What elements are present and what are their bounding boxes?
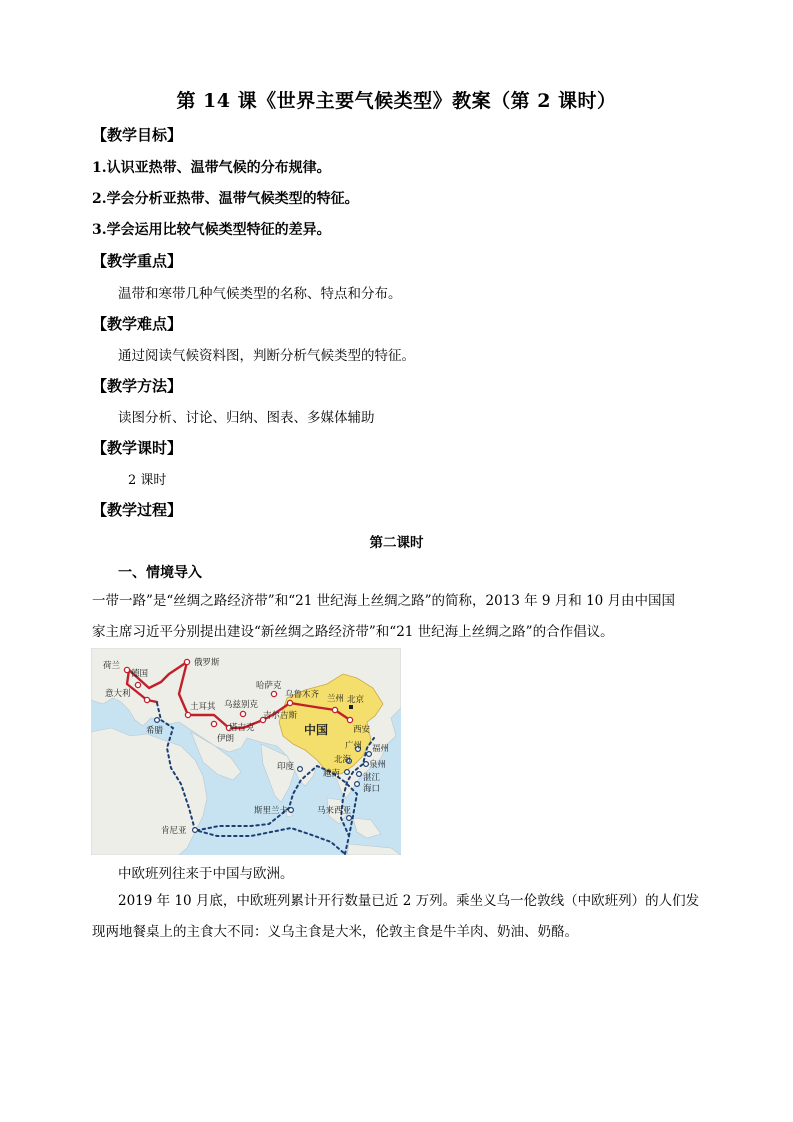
label-china: 中国 — [304, 723, 329, 737]
label-greece: 希腊 — [146, 726, 164, 736]
difficulty-text: 通过阅读气候资料图，判断分析气候类型的特征。 — [118, 348, 415, 364]
marker-turkey — [185, 712, 190, 717]
marker-lanzhou — [332, 707, 337, 712]
marker-haikou — [355, 782, 360, 787]
label-iran: 伊朗 — [217, 734, 235, 744]
marker-quanzhou — [364, 762, 369, 767]
label-netherlands: 荷兰 — [103, 661, 121, 671]
marker-uzbekistan — [240, 711, 245, 716]
lesson-title: 第二课时 — [369, 535, 424, 551]
goal-item-3: 3.学会运用比较气候类型特征的差异。 — [92, 222, 331, 238]
label-beihai: 北海 — [334, 755, 352, 765]
label-tajikistan: 塔吉克 — [229, 723, 255, 733]
goal-item-1: 1.认识亚热带、温带气候的分布规律。 — [92, 160, 331, 176]
hours-heading: 【教学课时】 — [92, 439, 183, 457]
intro-paragraph — [92, 586, 712, 648]
label-germany: 德国 — [131, 669, 149, 679]
label-malaysia: 马来西亚 — [317, 806, 352, 816]
intro-paragraph-line-1: 一带一路”是“丝绸之路经济带”和“21 世纪海上丝绸之路”的简称，2013 年 9 月和 10 月由中国国 — [92, 593, 676, 609]
label-vietnam: 越南 — [323, 769, 341, 779]
label-uzbekistan: 乌兹别克 — [224, 700, 259, 710]
label-haikou: 海口 — [363, 784, 381, 794]
marker-malaysia — [347, 816, 352, 821]
process-heading: 【教学过程】 — [92, 501, 183, 519]
method-text: 读图分析、讨论、归纳、图表、多媒体辅助 — [118, 410, 375, 426]
label-quanzhou: 泉州 — [369, 760, 387, 770]
paragraph-2 — [92, 886, 712, 917]
paragraph-2-line-1: 2019 年 10 月底，中欧班列累计开行数量已近 2 万列。乘坐义乌一伦敦线（中欧班列）的人们发 — [118, 893, 700, 909]
intro-paragraph-line-2: 家主席习近平分别提出建设“新丝绸之路经济带”和“21 世纪海上丝绸之路”的合作倡议。 — [92, 624, 614, 640]
marker-fuzhou — [367, 752, 372, 757]
marker-kenya — [193, 828, 198, 833]
label-lanzhou: 兰州 — [327, 694, 345, 704]
marker-kazakhstan — [271, 691, 276, 696]
marker-vietnam — [345, 770, 350, 775]
page-title: 第 14 课《世界主要气候类型》教案（第 2 课时） — [176, 90, 617, 112]
label-india: 印度 — [277, 762, 295, 772]
label-kazakhstan: 哈萨克 — [256, 681, 282, 691]
marker-netherlands — [124, 667, 129, 672]
marker-russia — [184, 659, 189, 664]
marker-iran — [211, 721, 216, 726]
paragraph-2-continuation — [92, 917, 712, 948]
label-srilanka: 斯里兰卡 — [254, 806, 289, 816]
label-kyrgyzstan: 吉尔吉斯 — [263, 711, 298, 721]
intro-heading: 一、情境导入 — [118, 565, 202, 581]
difficulty-heading: 【教学难点】 — [92, 315, 183, 333]
belt-and-road-map — [91, 648, 401, 855]
key-points-text: 温带和寒带几种气候类型的名称、特点和分布。 — [118, 286, 402, 302]
label-beijing: 北京 — [347, 695, 365, 705]
label-italy: 意大利 — [105, 689, 131, 699]
method-heading: 【教学方法】 — [92, 377, 183, 395]
label-turkey: 土耳其 — [190, 702, 216, 712]
label-kenya: 肯尼亚 — [161, 826, 187, 836]
paragraph-2-line-2: 现两地餐桌上的主食大不同：义乌主食是大米，伦敦主食是牛羊肉、奶油、奶酪。 — [92, 924, 578, 940]
label-xian: 西安 — [353, 725, 371, 735]
goal-item-2: 2.学会分析亚热带、温带气候类型的特征。 — [92, 191, 359, 207]
key-points-heading: 【教学重点】 — [92, 252, 183, 270]
label-zhanjiang: 湛江 — [363, 773, 381, 783]
marker-srilanka — [289, 808, 294, 813]
label-fuzhou: 福州 — [372, 744, 390, 754]
label-guangzhou: 广州 — [345, 741, 363, 751]
marker-india — [298, 767, 303, 772]
marker-beijing — [349, 705, 353, 709]
marker-zhanjiang — [357, 772, 362, 777]
map-caption: 中欧班列往来于中国与欧洲。 — [118, 866, 294, 882]
marker-germany — [135, 682, 140, 687]
label-urumqi: 乌鲁木齐 — [285, 690, 320, 700]
marker-urumqi — [287, 700, 292, 705]
hours-text: 2 课时 — [128, 473, 167, 488]
marker-xian — [347, 717, 352, 722]
marker-greece — [155, 718, 160, 723]
label-russia: 俄罗斯 — [194, 658, 220, 668]
marker-italy — [144, 697, 149, 702]
goals-heading: 【教学目标】 — [92, 126, 183, 144]
